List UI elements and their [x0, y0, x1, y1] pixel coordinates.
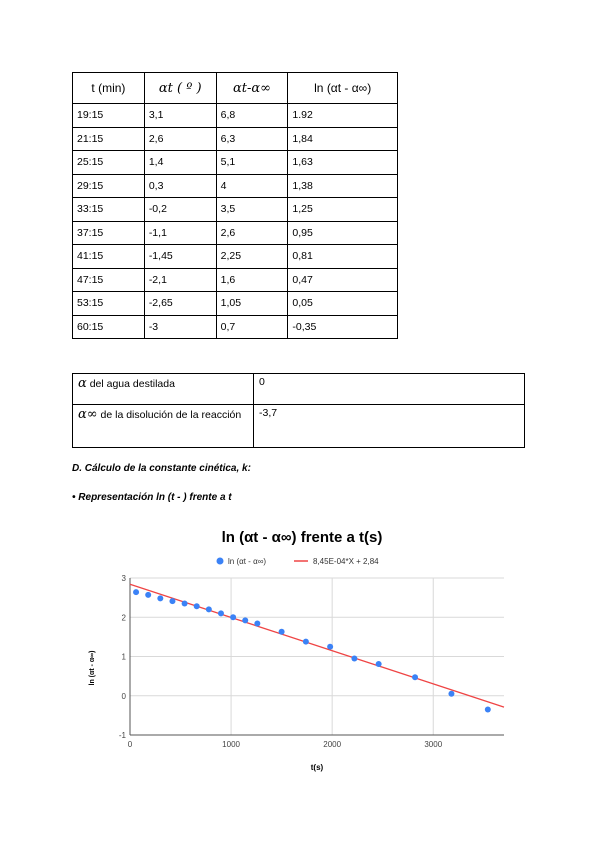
- cell-ln: 1,63: [288, 151, 398, 175]
- data-point: [145, 592, 151, 598]
- cell-alpha-diff: 5,1: [216, 151, 288, 175]
- cell-alpha-t: 2,6: [144, 127, 216, 151]
- y-tick-label: -1: [118, 731, 126, 740]
- data-point: [485, 706, 491, 712]
- cell-time: 19:15: [73, 104, 145, 128]
- cell-ln: 1.92: [288, 104, 398, 128]
- chart-title: ln (αt - α∞) frente a t(s): [221, 529, 383, 546]
- x-tick-label: 3000: [424, 740, 443, 749]
- data-point: [303, 639, 309, 645]
- data-point: [327, 644, 333, 650]
- cell-alpha-t: -2,65: [144, 292, 216, 316]
- legend-label-fit: 8,45E-04*X + 2,84: [313, 557, 379, 566]
- table-row: [73, 374, 525, 405]
- cell-ln: 1,84: [288, 127, 398, 151]
- data-point: [230, 614, 236, 620]
- data-point: [133, 589, 139, 595]
- alpha-water-label: α del agua destilada: [73, 374, 254, 405]
- cell-alpha-t: 1,4: [144, 151, 216, 175]
- alpha-infinity-symbol: α∞: [78, 407, 98, 422]
- data-point: [157, 595, 163, 601]
- cell-alpha-diff: 3,5: [216, 198, 288, 222]
- cell-alpha-diff: 4: [216, 174, 288, 198]
- x-axis-label: t(s): [310, 763, 324, 772]
- cell-time: 25:15: [73, 151, 145, 175]
- cell-alpha-diff: 1,6: [216, 268, 288, 292]
- alpha-infinity-label: α∞ de la disolución de la reacción: [73, 405, 254, 448]
- data-point: [351, 655, 357, 661]
- cell-time: 29:15: [73, 174, 145, 198]
- cell-alpha-t: -0,2: [144, 198, 216, 222]
- table-header-row: [73, 73, 398, 104]
- legend-marker-points: [217, 558, 224, 565]
- data-point: [218, 610, 224, 616]
- data-point: [169, 598, 175, 604]
- cell-ln: -0,35: [288, 315, 398, 339]
- cell-alpha-diff: 2,25: [216, 245, 288, 269]
- cell-alpha-t: -2,1: [144, 268, 216, 292]
- data-point: [448, 691, 454, 697]
- table-row: [73, 315, 398, 339]
- data-point: [376, 661, 382, 667]
- data-point: [242, 617, 248, 623]
- alpha-infinity-value: -3,7: [254, 405, 525, 448]
- cell-ln: 1,38: [288, 174, 398, 198]
- cell-time: 33:15: [73, 198, 145, 222]
- cell-time: 41:15: [73, 245, 145, 269]
- alpha-symbol: α: [78, 376, 87, 391]
- cell-ln: 0,81: [288, 245, 398, 269]
- cell-alpha-diff: 6,3: [216, 127, 288, 151]
- data-point: [254, 621, 260, 627]
- cell-alpha-diff: 0,7: [216, 315, 288, 339]
- cell-ln: 1,25: [288, 198, 398, 222]
- table-row: [73, 292, 398, 316]
- cell-ln: 0,95: [288, 221, 398, 245]
- table-row: [73, 104, 398, 128]
- table-row: [73, 198, 398, 222]
- header-ln-alpha-diff: ln (αt - α∞): [288, 73, 398, 104]
- cell-ln: 0,05: [288, 292, 398, 316]
- cell-alpha-t: 3,1: [144, 104, 216, 128]
- y-axis-label: ln (αt - α∞): [89, 650, 96, 686]
- cell-alpha-t: -3: [144, 315, 216, 339]
- table-row: [73, 268, 398, 292]
- data-point: [412, 674, 418, 680]
- table-row: [73, 127, 398, 151]
- chart: [72, 520, 532, 782]
- bullet-heading: • Representación ln (t - ) frente a t: [72, 492, 232, 503]
- table-row: [73, 405, 525, 448]
- data-table: [72, 72, 398, 339]
- table-row: [73, 174, 398, 198]
- cell-ln: 0,47: [288, 268, 398, 292]
- cell-time: 37:15: [73, 221, 145, 245]
- alpha-table: [72, 373, 525, 448]
- cell-alpha-t: -1,45: [144, 245, 216, 269]
- cell-alpha-diff: 6,8: [216, 104, 288, 128]
- header-alpha-t: αt ( º ): [144, 73, 216, 104]
- data-point: [279, 629, 285, 635]
- data-points: [133, 589, 491, 712]
- data-point: [182, 601, 188, 607]
- header-time: t (min): [73, 73, 145, 104]
- cell-alpha-t: 0,3: [144, 174, 216, 198]
- cell-alpha-t: -1,1: [144, 221, 216, 245]
- x-tick-label: 0: [127, 740, 133, 749]
- legend-label-points: ln (αt - α∞): [228, 557, 267, 566]
- table-body: [73, 104, 398, 339]
- table-row: [73, 151, 398, 175]
- section-d-heading: D. Cálculo de la constante cinética, k:: [72, 463, 251, 474]
- cell-time: 53:15: [73, 292, 145, 316]
- y-tick-label: 2: [121, 613, 126, 623]
- data-point: [206, 606, 212, 612]
- x-tick-label: 2000: [323, 740, 342, 749]
- x-tick-label: 1000: [222, 740, 240, 749]
- alpha-water-value: 0: [254, 374, 525, 405]
- cell-time: 47:15: [73, 268, 145, 292]
- y-tick-label: 1: [121, 652, 126, 662]
- table-row: [73, 245, 398, 269]
- cell-time: 21:15: [73, 127, 145, 151]
- chart-legend: [217, 557, 380, 566]
- y-tick-label: 3: [121, 574, 126, 583]
- y-tick-label: 0: [121, 691, 126, 701]
- header-alpha-diff: αt-α∞: [216, 73, 288, 104]
- cell-alpha-diff: 1,05: [216, 292, 288, 316]
- cell-alpha-diff: 2,6: [216, 221, 288, 245]
- cell-time: 60:15: [73, 315, 145, 339]
- table-row: [73, 221, 398, 245]
- data-point: [194, 603, 200, 609]
